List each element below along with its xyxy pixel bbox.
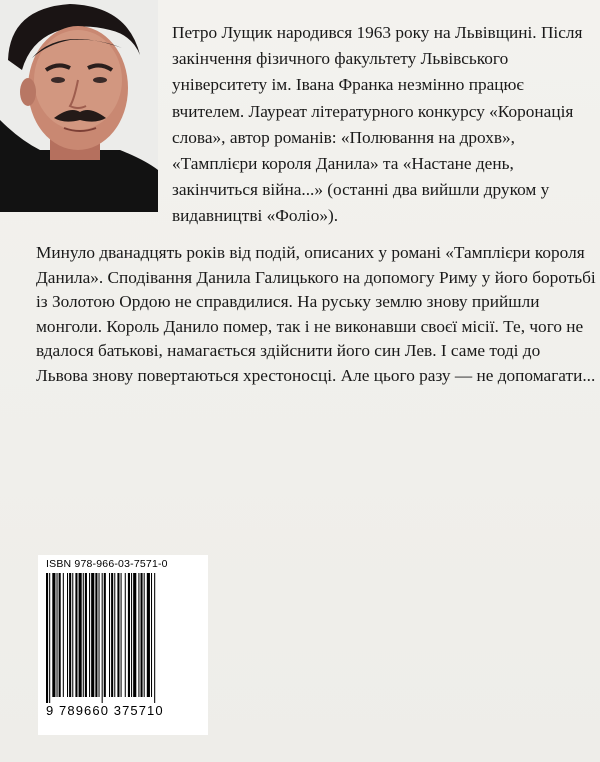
barcode-bar (59, 573, 61, 697)
barcode-bar (131, 573, 132, 697)
author-portrait-image (0, 0, 158, 212)
barcode-bar (121, 573, 122, 697)
barcode-bar (69, 573, 71, 697)
barcode-bar (79, 573, 82, 697)
barcode-bar (72, 573, 73, 697)
barcode-bar (125, 573, 126, 697)
barcode-digits: 9 789660 375710 (46, 703, 164, 718)
barcode-bar (91, 573, 94, 697)
barcode-bar (154, 573, 155, 703)
barcode-bar (46, 573, 48, 703)
barcode-bar (111, 573, 113, 697)
book-synopsis: Минуло дванадцять років від подій, описаних у романі «Тамплієри короля Данила». Сподівання Данила Галицького на допомогу Риму у його боротьбі із Золотою Ордою не справдилися. На руську землю знову прийшли монголи. Король Данило помер, так і не виконавши своєї місії. Те, чого не вдалося батькові, намагається здійснити його син Лев. І саме тоді до Львова знову повертаються хрестоносці. Але цього разу — не допомагати... (36, 243, 596, 385)
barcode-bar (151, 573, 152, 697)
barcode-bar (95, 573, 97, 697)
barcode-bar (75, 573, 77, 697)
barcode-bar (83, 573, 84, 697)
barcode-bar (147, 573, 150, 697)
author-bio: Петро Лущик народився 1963 року на Львівщині. Після закінчення фізичного факультету Львівського університету ім. Івана Франка незмінно працює вчителем. Лауреат літературного конкурсу «Коронація слова», автор романів: «Полювання на дрохв», «Тамплієри короля Данила» та «Настане день, закінчиться війна...» (останні два вийшли друком у видавництві «Фоліо»). (172, 23, 583, 226)
barcode-bars (44, 573, 200, 703)
barcode-bar (52, 573, 55, 697)
barcode-bar (114, 573, 115, 697)
barcode-bar (57, 573, 58, 697)
barcode-bar (89, 573, 90, 697)
author-photo (0, 0, 158, 212)
barcode-block (38, 555, 208, 735)
isbn-label: ISBN 978-966-03-7571-0 (46, 558, 168, 570)
barcode-bar (99, 573, 100, 697)
barcode-bar (133, 573, 136, 697)
barcode-bar (49, 573, 50, 703)
barcode-bar (141, 573, 143, 697)
barcode-bar (128, 573, 130, 697)
barcode-bar (138, 573, 139, 697)
barcode-bar (63, 573, 64, 697)
barcode-bar (117, 573, 119, 697)
barcode-bar (67, 573, 68, 697)
barcode-bar (102, 573, 103, 703)
barcode-bar (144, 573, 145, 697)
barcode-bar (85, 573, 87, 697)
barcode-bar (109, 573, 110, 697)
barcode-bar (104, 573, 106, 697)
